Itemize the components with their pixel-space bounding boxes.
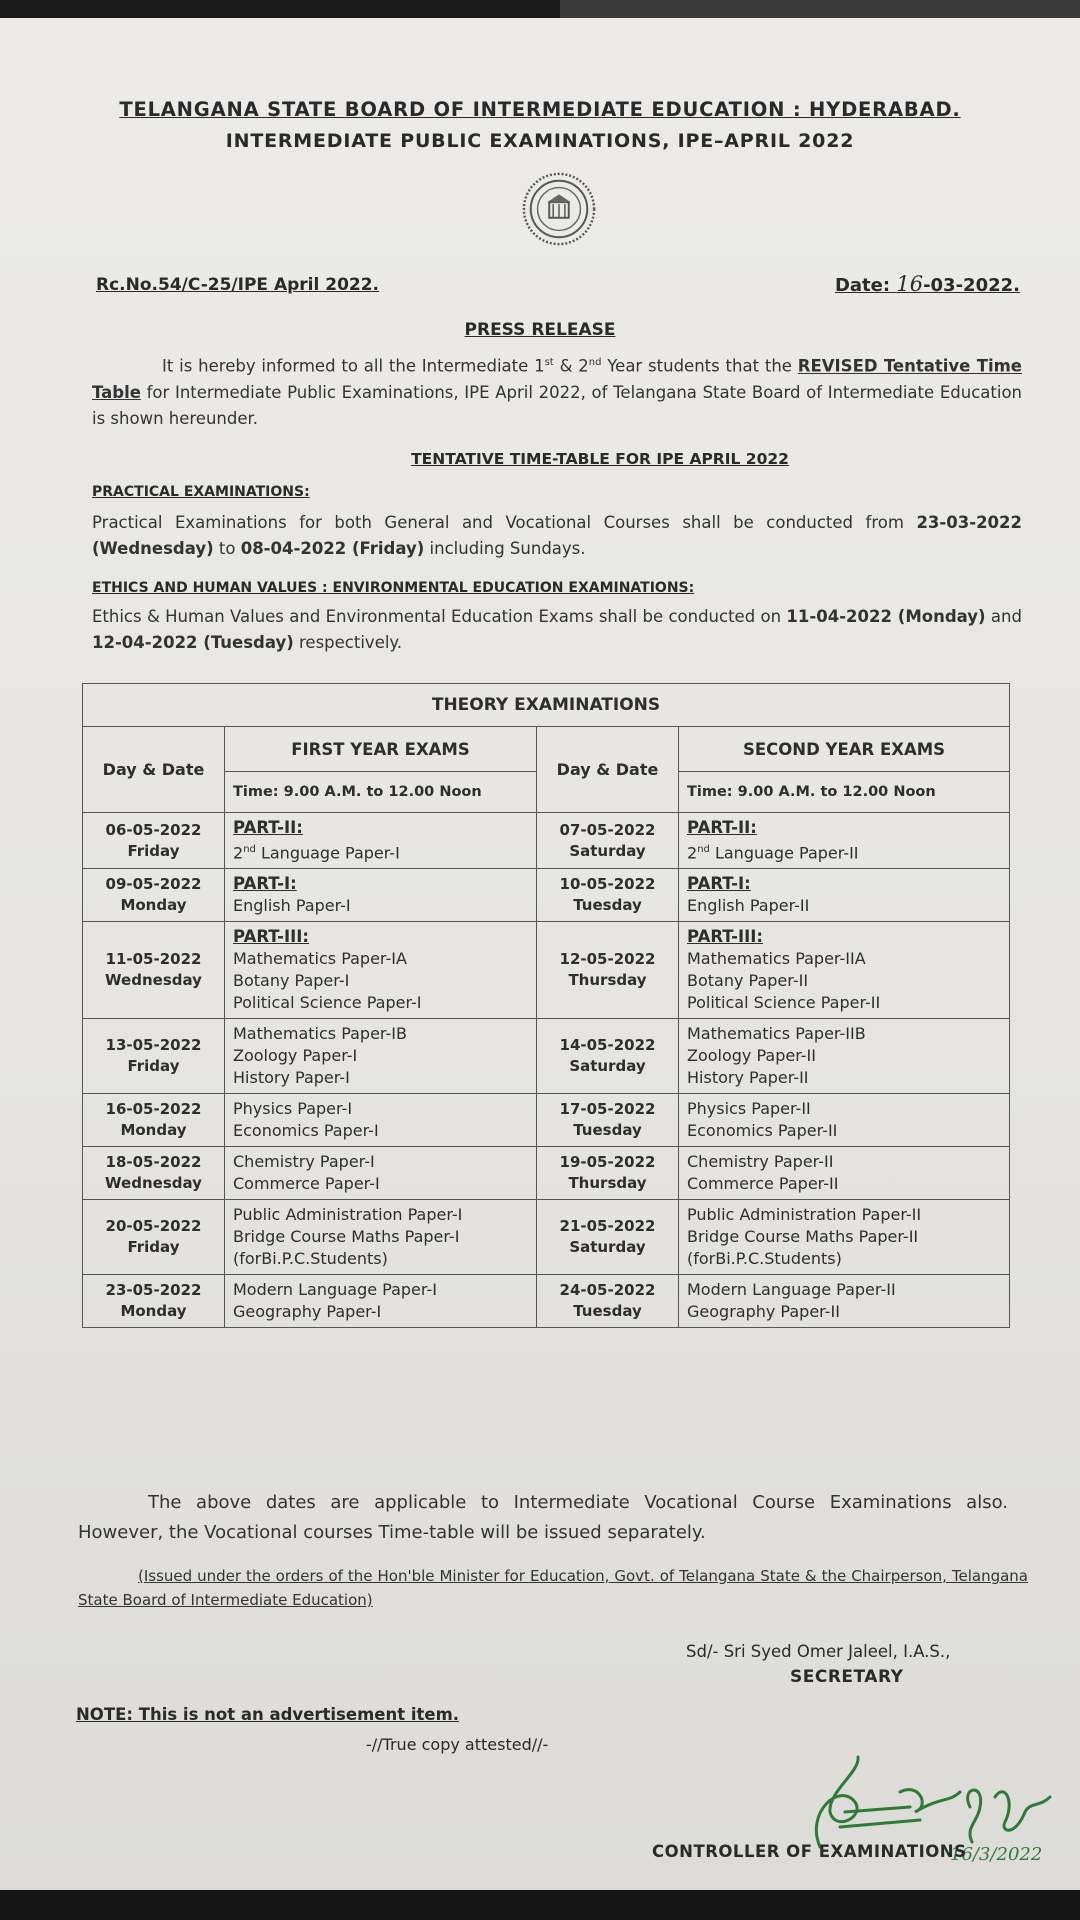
subject-paper: Commerce Paper-I — [233, 1174, 380, 1194]
table-title: THEORY EXAMINATIONS — [83, 684, 1010, 727]
first-year-subject-cell — [225, 813, 537, 869]
press-release-title: PRESS RELEASE — [464, 320, 616, 340]
first-year-subject-cell — [225, 1019, 537, 1094]
subject-paper: 2nd Language Paper-II — [687, 843, 859, 863]
second-year-subject-cell — [679, 1147, 1010, 1200]
exam-date: 10-05-2022 — [559, 875, 656, 894]
ethics-heading: ETHICS AND HUMAN VALUES : ENVIRONMENTAL EDUCATION EXAMINATIONS: — [92, 580, 695, 596]
first-year-subject-cell — [225, 1147, 537, 1200]
exam-weekday: Thursday — [568, 971, 647, 990]
ethics-paragraph: Ethics & Human Values and Environmental Education Exams shall be conducted on 11-04-2022 (Monday) and 12-04-2022 (Tuesday) respectively. — [92, 607, 1022, 652]
theory-exam-table — [82, 683, 1010, 1328]
table-row — [83, 813, 1010, 869]
exam-date: 19-05-2022 — [559, 1153, 656, 1172]
exam-heading: INTERMEDIATE PUBLIC EXAMINATIONS, IPE–APRIL 2022 — [225, 130, 855, 152]
exam-date: 21-05-2022 — [559, 1217, 656, 1236]
exam-date: 20-05-2022 — [105, 1217, 202, 1236]
second-year-date-cell — [537, 1147, 679, 1200]
part-label: PART-I: — [233, 874, 297, 894]
first-year-header: FIRST YEAR EXAMS — [225, 727, 537, 772]
exam-date: 14-05-2022 — [559, 1036, 656, 1055]
first-year-date-cell — [83, 1094, 225, 1147]
subject-paper: Botany Paper-I — [233, 971, 350, 991]
secretary-title: SECRETARY — [790, 1667, 904, 1687]
second-year-date-cell — [537, 1275, 679, 1328]
first-year-subject-cell — [225, 922, 537, 1019]
subject-paper: Mathematics Paper-IIA — [687, 949, 866, 969]
table-row — [83, 869, 1010, 922]
intro-paragraph: It is hereby informed to all the Intermediate 1st & 2nd Year students that the REVISED Tentative Time Table for Intermediate Public Examinations, IPE April 2022, of Telangana State Board of Intermediate Education is shown hereunder. — [92, 356, 1022, 428]
first-year-time: Time: 9.00 A.M. to 12.00 Noon — [225, 772, 537, 813]
subject-paper: History Paper-I — [233, 1068, 350, 1088]
part-label: PART-III: — [233, 927, 310, 947]
subject-paper: Mathematics Paper-IB — [233, 1024, 407, 1044]
first-year-date-cell — [83, 869, 225, 922]
exam-weekday: Wednesday — [105, 1174, 202, 1193]
first-year-subject-cell — [225, 1275, 537, 1328]
exam-date: 23-05-2022 — [105, 1281, 202, 1300]
subject-paper: Geography Paper-II — [687, 1302, 840, 1322]
subject-paper: Bridge Course Maths Paper-II — [687, 1227, 919, 1247]
board-seal-icon — [520, 170, 598, 248]
day-date-header-second: Day & Date — [537, 727, 679, 813]
first-year-date-cell — [83, 813, 225, 869]
second-year-subject-cell — [679, 1094, 1010, 1147]
exam-date: 07-05-2022 — [559, 820, 656, 839]
exam-date: 24-05-2022 — [559, 1281, 656, 1300]
second-year-header: SECOND YEAR EXAMS — [679, 727, 1010, 772]
subject-paper: Economics Paper-II — [687, 1121, 838, 1141]
table-row — [83, 922, 1010, 1019]
subject-paper: Bridge Course Maths Paper-I — [233, 1227, 460, 1247]
subject-paper: Economics Paper-I — [233, 1121, 379, 1141]
table-row — [83, 1275, 1010, 1328]
exam-date: 17-05-2022 — [559, 1100, 656, 1119]
subject-paper: Modern Language Paper-I — [233, 1280, 437, 1300]
first-year-date-cell — [83, 1200, 225, 1275]
subject-paper: 2nd Language Paper-I — [233, 843, 400, 863]
vocational-note: The above dates are applicable to Intermediate Vocational Course Examinations also. However, the Vocational courses Time-table will be issued separately. — [78, 1492, 1008, 1543]
subject-paper: (forBi.P.C.Students) — [233, 1249, 388, 1269]
subject-paper: (forBi.P.C.Students) — [687, 1249, 842, 1269]
subject-paper: Physics Paper-I — [233, 1099, 353, 1119]
first-year-date-cell — [83, 1275, 225, 1328]
second-year-subject-cell — [679, 813, 1010, 869]
exam-date: 11-05-2022 — [105, 950, 202, 969]
second-year-subject-cell — [679, 1019, 1010, 1094]
practical-paragraph: Practical Examinations for both General and Vocational Courses shall be conducted from 23-03-2022 (Wednesday) to 08-04-2022 (Friday) including Sundays. — [92, 513, 1022, 558]
subject-paper: Mathematics Paper-IA — [233, 949, 407, 969]
advertisement-note: NOTE: This is not an advertisement item. — [76, 1705, 460, 1724]
subject-paper: Chemistry Paper-II — [687, 1152, 834, 1172]
exam-weekday: Saturday — [569, 1238, 646, 1257]
second-year-time: Time: 9.00 A.M. to 12.00 Noon — [679, 772, 1010, 813]
table-row — [83, 1147, 1010, 1200]
reference-number: Rc.No.54/C-25/IPE April 2022. — [96, 275, 380, 295]
exam-weekday: Friday — [127, 841, 180, 860]
exam-weekday: Monday — [120, 1121, 187, 1140]
true-copy-attested: -//True copy attested//- — [366, 1735, 549, 1754]
second-year-subject-cell — [679, 1275, 1010, 1328]
exam-weekday: Tuesday — [573, 1302, 642, 1321]
second-year-subject-cell — [679, 922, 1010, 1019]
subject-paper: Geography Paper-I — [233, 1302, 382, 1322]
practical-heading: PRACTICAL EXAMINATIONS: — [92, 484, 310, 500]
subject-paper: Zoology Paper-II — [687, 1046, 816, 1066]
first-year-date-cell — [83, 1019, 225, 1094]
background-strip — [560, 0, 1080, 18]
exam-weekday: Tuesday — [573, 896, 642, 915]
release-date: Date: 16-03-2022. — [834, 272, 1020, 296]
signatory-name: Sd/- Sri Syed Omer Jaleel, I.A.S., — [686, 1642, 951, 1661]
exam-date: 16-05-2022 — [105, 1100, 202, 1119]
subject-paper: History Paper-II — [687, 1068, 809, 1088]
subject-paper: Political Science Paper-II — [687, 993, 881, 1013]
subject-paper: Political Science Paper-I — [233, 993, 422, 1013]
issued-under-note: (Issued under the orders of the Hon'ble Minister for Education, Govt. of Telangana State & the Chairperson, Telangana State Board of Intermediate Education) — [78, 1567, 1028, 1609]
controller-title: CONTROLLER OF EXAMINATIONS — [652, 1842, 967, 1861]
exam-weekday: Thursday — [568, 1174, 647, 1193]
second-year-date-cell — [537, 813, 679, 869]
second-year-date-cell — [537, 1200, 679, 1275]
part-label: PART-III: — [687, 927, 764, 947]
timetable-title: TENTATIVE TIME-TABLE FOR IPE APRIL 2022 — [411, 450, 789, 468]
second-year-date-cell — [537, 1094, 679, 1147]
table-row — [83, 1200, 1010, 1275]
background-strip-bottom — [0, 1890, 1080, 1920]
exam-date: 06-05-2022 — [105, 820, 202, 839]
subject-paper: Physics Paper-II — [687, 1099, 811, 1119]
part-label: PART-I: — [687, 874, 751, 894]
exam-weekday: Monday — [120, 1302, 187, 1321]
subject-paper: Zoology Paper-I — [233, 1046, 358, 1066]
exam-date: 12-05-2022 — [559, 950, 656, 969]
second-year-date-cell — [537, 869, 679, 922]
first-year-subject-cell — [225, 1094, 537, 1147]
board-heading: TELANGANA STATE BOARD OF INTERMEDIATE EDUCATION : HYDERABAD. — [119, 98, 961, 121]
first-year-subject-cell — [225, 1200, 537, 1275]
table-row — [83, 1094, 1010, 1147]
subject-paper: Public Administration Paper-II — [687, 1205, 922, 1225]
exam-weekday: Tuesday — [573, 1121, 642, 1140]
first-year-date-cell — [83, 1147, 225, 1200]
second-year-date-cell — [537, 922, 679, 1019]
subject-paper: Chemistry Paper-I — [233, 1152, 375, 1172]
exam-weekday: Wednesday — [105, 971, 202, 990]
second-year-subject-cell — [679, 1200, 1010, 1275]
exam-date: 18-05-2022 — [105, 1153, 202, 1172]
second-year-date-cell — [537, 1019, 679, 1094]
second-year-subject-cell — [679, 869, 1010, 922]
subject-paper: Botany Paper-II — [687, 971, 809, 991]
subject-paper: Public Administration Paper-I — [233, 1205, 463, 1225]
exam-weekday: Saturday — [569, 1057, 646, 1076]
subject-paper: English Paper-II — [687, 896, 810, 916]
exam-weekday: Friday — [127, 1057, 180, 1076]
subject-paper: Commerce Paper-II — [687, 1174, 839, 1194]
subject-paper: Mathematics Paper-IIB — [687, 1024, 866, 1044]
part-label: PART-II: — [687, 818, 757, 837]
svg-text:16/3/2022: 16/3/2022 — [950, 1844, 1043, 1865]
first-year-date-cell — [83, 922, 225, 1019]
exam-weekday: Monday — [120, 896, 187, 915]
exam-weekday: Friday — [127, 1238, 180, 1257]
exam-date: 13-05-2022 — [105, 1036, 202, 1055]
exam-weekday: Saturday — [569, 841, 646, 860]
day-date-header-first: Day & Date — [83, 727, 225, 813]
subject-paper: Modern Language Paper-II — [687, 1280, 896, 1300]
handwritten-day: 16 — [896, 272, 924, 296]
table-row — [83, 1019, 1010, 1094]
exam-date: 09-05-2022 — [105, 875, 202, 894]
part-label: PART-II: — [233, 818, 303, 837]
first-year-subject-cell — [225, 869, 537, 922]
subject-paper: English Paper-I — [233, 896, 351, 916]
